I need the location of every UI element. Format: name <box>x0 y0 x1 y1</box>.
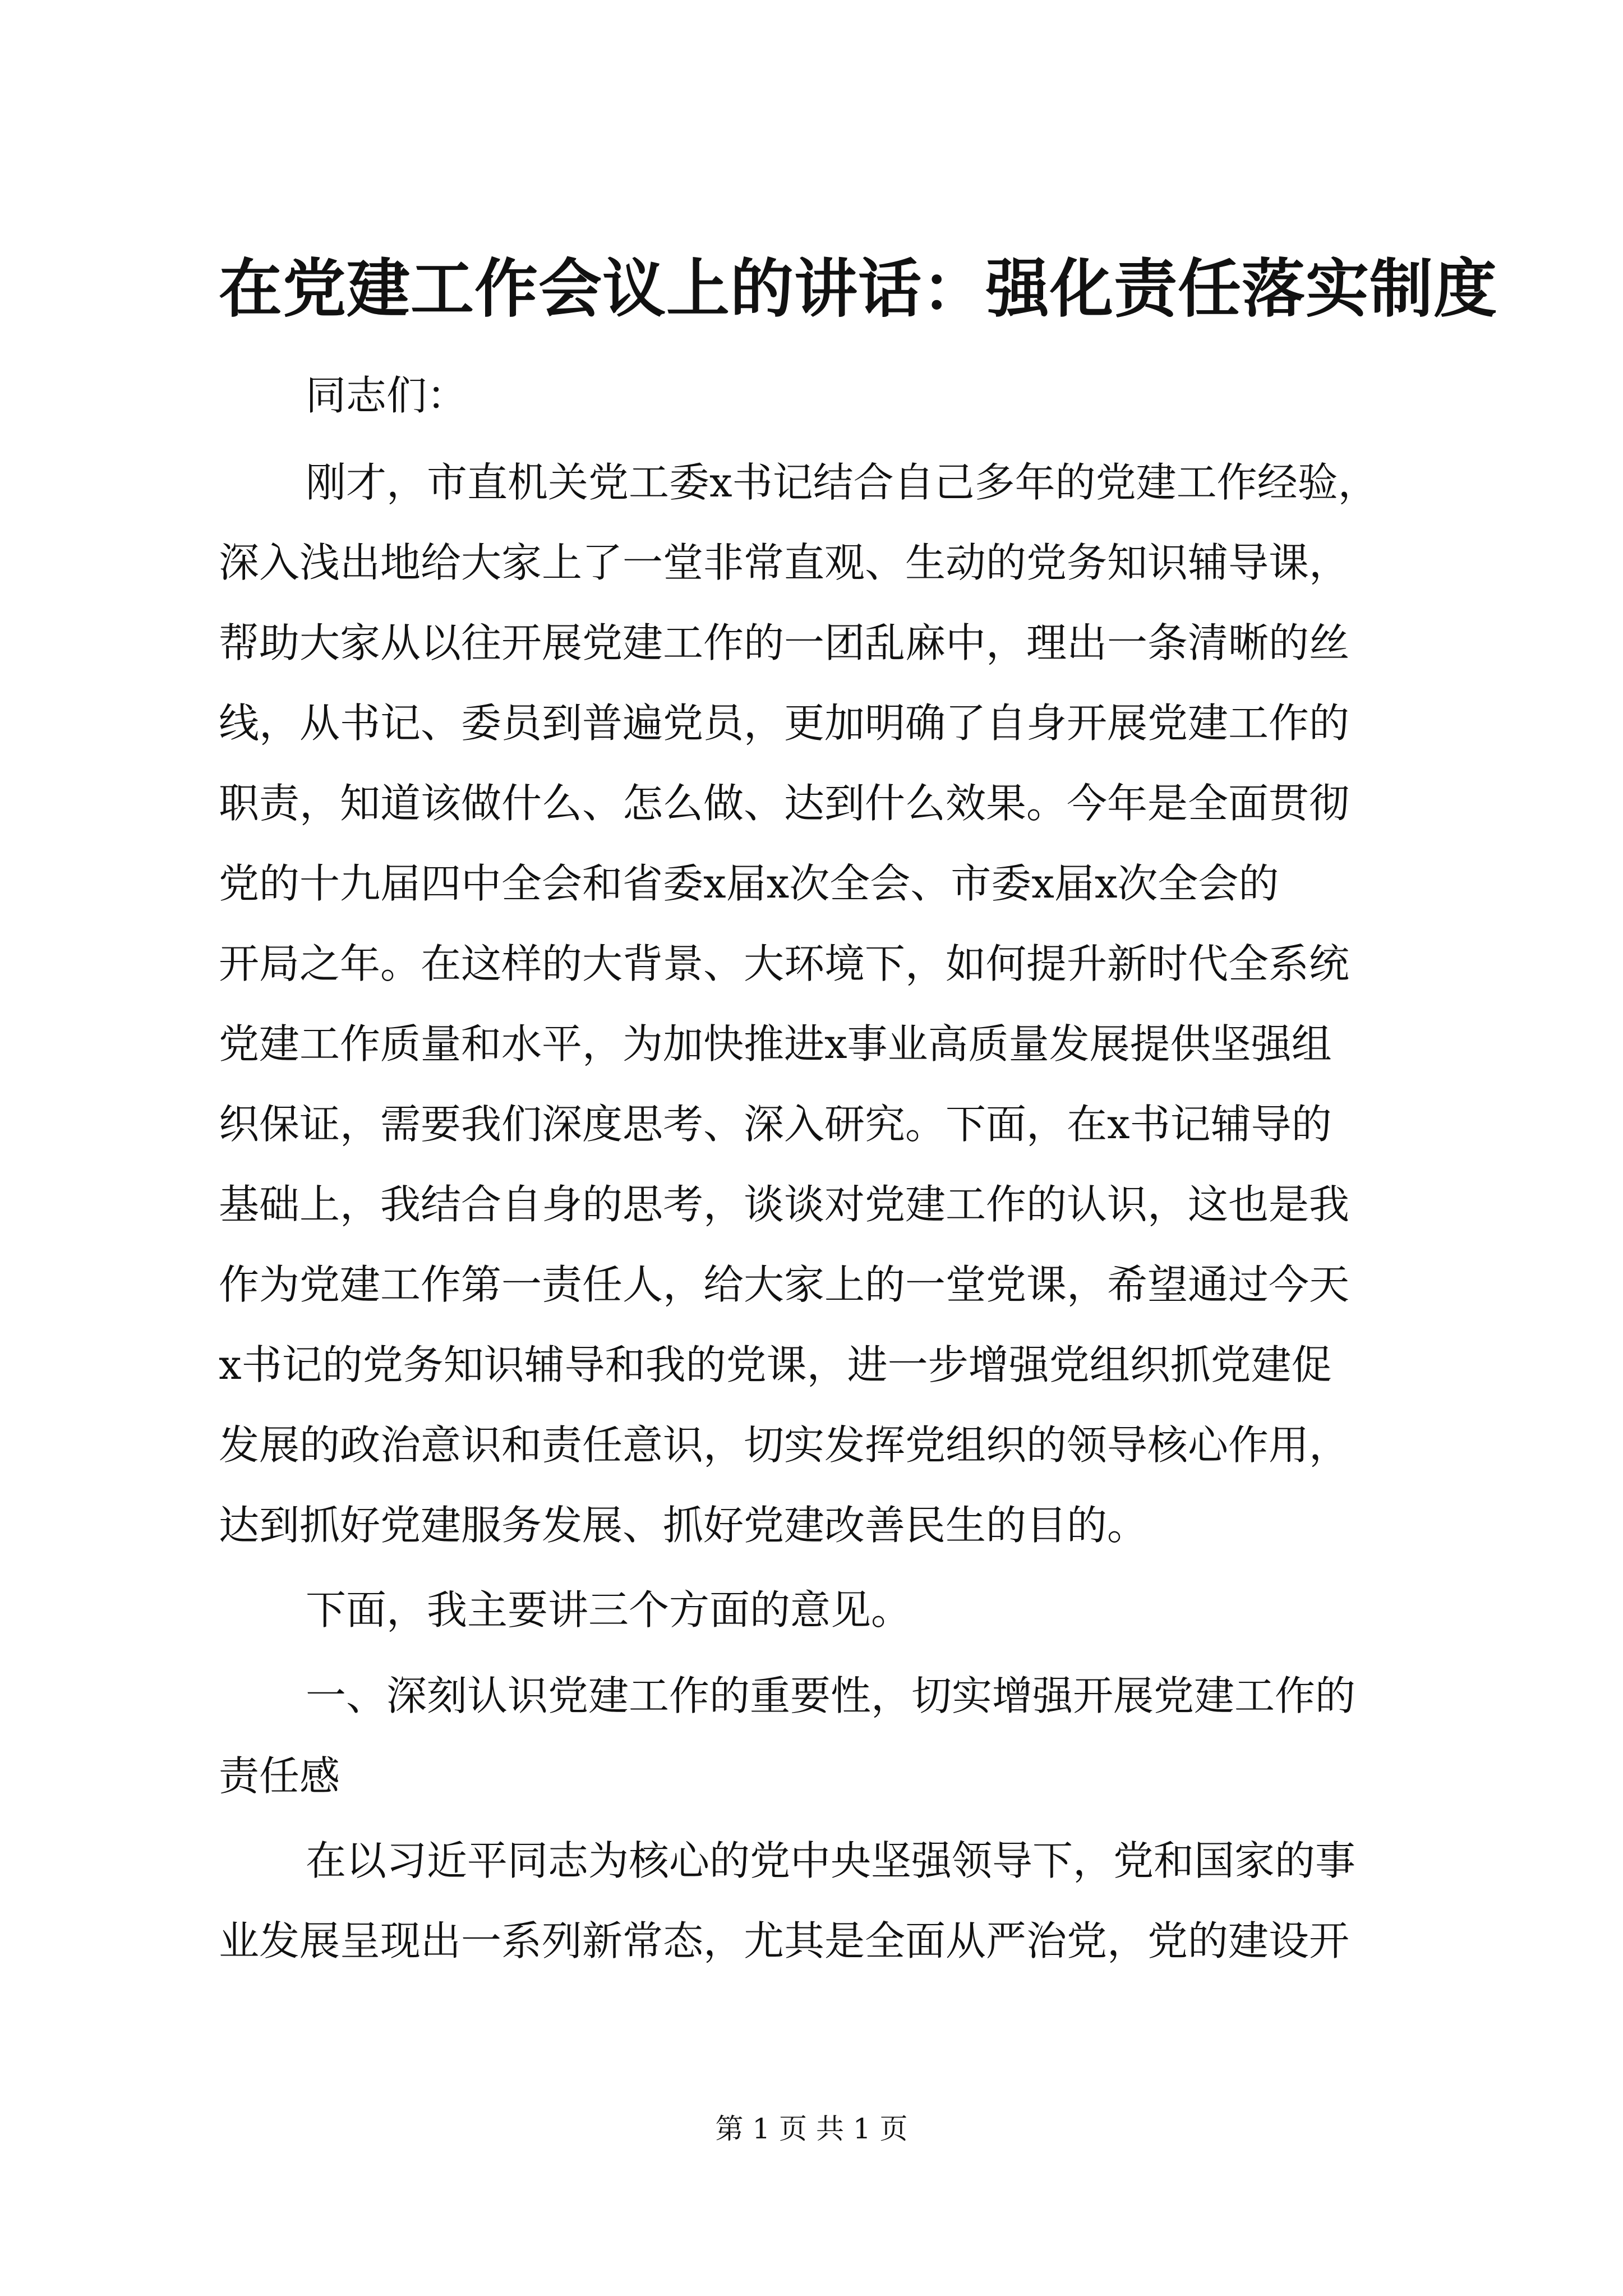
body-line: 同志们： <box>306 372 468 419</box>
body-line: 党的十九届四中全会和省委x届x次全会、市委x届x次全会的 <box>219 860 1279 907</box>
body-line: 业发展呈现出一系列新常态，尤其是全面从严治党，党的建设开 <box>219 1917 1350 1964</box>
body-line: 深入浅出地给大家上了一堂非常直观、生动的党务知识辅导课， <box>219 539 1350 586</box>
body-line: 基础上，我结合自身的思考，谈谈对党建工作的认识，这也是我 <box>219 1181 1350 1228</box>
body-line: 下面，我主要讲三个方面的意见。 <box>306 1586 912 1634</box>
body-line: 作为党建工作第一责任人，给大家上的一堂党课，希望通过今天 <box>219 1261 1350 1308</box>
body-line: 帮助大家从以往开展党建工作的一团乱麻中，理出一条清晰的丝 <box>219 619 1350 666</box>
body-line: 在以习近平同志为核心的党中央坚强领导下，党和国家的事 <box>306 1837 1356 1884</box>
page-number-footer: 第 1 页 共 1 页 <box>715 2113 908 2145</box>
body-line: 开局之年。在这样的大背景、大环境下，如何提升新时代全系统 <box>219 940 1350 987</box>
body-line: 刚才，市直机关党工委x书记结合自己多年的党建工作经验， <box>306 459 1378 506</box>
section-heading-line: 责任感 <box>219 1752 340 1800</box>
document-title: 在党建工作会议上的讲话：强化责任落实制度 <box>219 251 1497 326</box>
body-line: 达到抓好党建服务发展、抓好党建改善民生的目的。 <box>219 1502 1148 1549</box>
body-line: 发展的政治意识和责任意识，切实发挥党组织的领导核心作用， <box>219 1421 1350 1469</box>
body-line: 职责，知道该做什么、怎么做、达到什么效果。今年是全面贯彻 <box>219 780 1350 827</box>
section-heading-line: 一、深刻认识党建工作的重要性，切实增强开展党建工作的 <box>306 1672 1356 1719</box>
body-line: 党建工作质量和水平，为加快推进x事业高质量发展提供坚强组 <box>219 1020 1332 1068</box>
body-line: 线，从书记、委员到普遍党员，更加明确了自身开展党建工作的 <box>219 700 1350 747</box>
body-line: 织保证，需要我们深度思考、深入研究。下面，在x书记辅导的 <box>219 1101 1332 1148</box>
body-line: x书记的党务知识辅导和我的党课，进一步增强党组织抓党建促 <box>219 1341 1332 1388</box>
